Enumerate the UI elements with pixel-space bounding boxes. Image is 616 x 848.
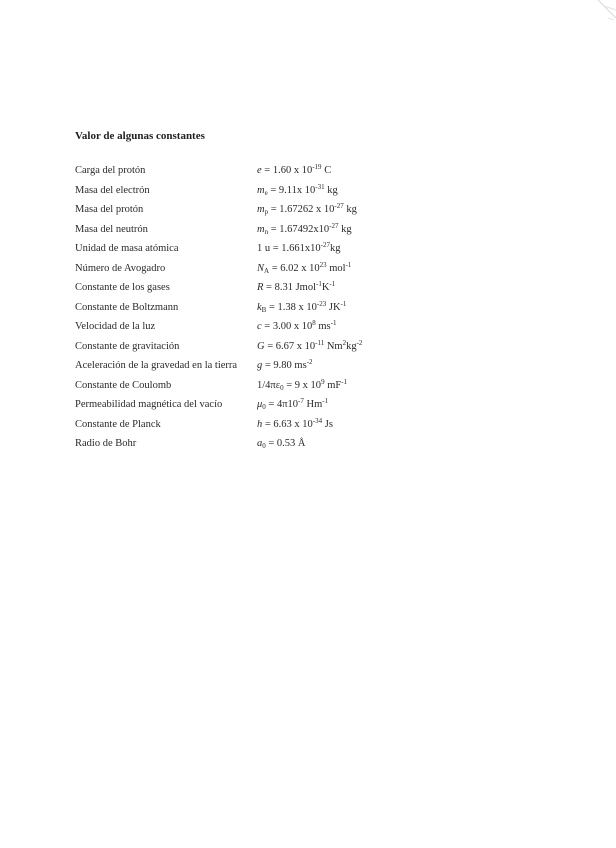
value-exponent: -19 (312, 163, 322, 171)
value-mantissa: = 0.53 Å (265, 438, 306, 449)
unit-2-exponent: -2 (356, 338, 363, 347)
constant-value (257, 360, 313, 372)
constant-name: Constante de Planck (75, 418, 161, 430)
value-unit: kg (330, 243, 341, 254)
value-unit: kg (343, 204, 357, 215)
value-unit: mol (326, 262, 346, 274)
constant-value (257, 438, 306, 450)
constant-name: Aceleración de la gravedad en la tierra (75, 360, 238, 371)
constant-symbol: k (257, 301, 262, 313)
symbol-subscript: e (264, 188, 268, 197)
constant-value (257, 399, 328, 411)
value-mantissa: = 3.00 x 10 (261, 321, 313, 332)
constant-symbol: G (257, 340, 265, 352)
constant-row (75, 399, 475, 419)
value-mantissa: = 1.67492x10 (268, 223, 330, 235)
value-mantissa: = 6.63 x 10 (262, 418, 313, 430)
constant-row (75, 282, 475, 302)
unit-exponent: -1 (341, 377, 348, 386)
value-unit: Nm (324, 340, 343, 352)
constant-symbol: m (257, 223, 265, 235)
constant-value (257, 182, 338, 197)
value-mantissa: = 1.67262 x 10 (268, 204, 335, 215)
value-unit: K (321, 282, 330, 293)
value-exponent: 23 (319, 260, 327, 269)
value-exponent: -27 (329, 221, 339, 230)
value-mantissa: = 9.80 ms (262, 360, 307, 371)
symbol-subscript: p (264, 208, 269, 216)
value-exponent: -2 (306, 358, 313, 366)
constant-name: Masa del electrón (75, 184, 150, 196)
symbol-subscript: A (264, 266, 270, 275)
constant-row (75, 338, 475, 361)
value-mantissa: = 4π10 (265, 399, 299, 410)
value-mantissa: = 6.67 x 10 (264, 340, 316, 352)
value-unit: kg (338, 223, 352, 235)
value-exponent: -27 (320, 241, 331, 249)
constant-value (257, 165, 331, 177)
constants-table (75, 165, 475, 458)
constant-row (75, 299, 475, 322)
value-exponent: -27 (334, 202, 344, 210)
constant-name: Radio de Bohr (75, 438, 137, 449)
value-mantissa: = 1.661x10 (270, 243, 321, 254)
unit-exponent: -1 (330, 319, 337, 327)
constant-value (257, 299, 347, 314)
symbol-subscript: 0 (262, 442, 266, 450)
constant-symbol: N (257, 262, 265, 274)
value-exponent: 9 (321, 377, 325, 386)
value-unit: Hm (303, 399, 323, 410)
constant-symbol: g (257, 360, 263, 371)
value-exponent: -7 (298, 397, 304, 405)
constant-row (75, 204, 475, 224)
constant-row (75, 243, 475, 263)
constant-value (257, 377, 348, 392)
value-exponent: -34 (312, 416, 323, 425)
value-exponent: -1 (316, 280, 322, 288)
constant-symbol: m (257, 184, 265, 196)
constant-name: Constante de Coulomb (75, 379, 172, 391)
constant-symbol: m (257, 204, 265, 215)
constant-name: Carga del protón (75, 165, 146, 176)
constant-row (75, 377, 475, 400)
constant-row (75, 182, 475, 205)
value-mantissa: = 6.02 x 10 (269, 262, 320, 274)
constant-symbol: R (257, 282, 264, 293)
constant-name: Masa del neutrón (75, 223, 148, 235)
value-unit: JK (326, 301, 341, 313)
unit-exponent: -1 (340, 299, 347, 308)
constant-value (257, 321, 336, 333)
constant-value (257, 416, 333, 431)
constant-symbol: c (257, 321, 262, 332)
symbol-subscript: B (261, 305, 267, 314)
constant-row (75, 260, 475, 283)
constant-row (75, 321, 475, 341)
value-mantissa: = 1.60 x 10 (261, 165, 313, 176)
value-unit: mF (324, 379, 342, 391)
page-corner-mark (592, 0, 616, 28)
unit-exponent: -1 (329, 280, 336, 288)
constant-value (257, 338, 363, 353)
value-mantissa: = 9.11x 10 (267, 184, 316, 196)
constant-value (257, 282, 335, 294)
unit-exponent: -1 (345, 260, 352, 269)
symbol-subscript: 0 (262, 403, 266, 411)
value-exponent: -11 (315, 338, 325, 347)
value-unit: Js (322, 418, 333, 430)
constant-name: Constante de gravitación (75, 340, 180, 352)
value-mantissa: = 9 x 10 (283, 379, 322, 391)
constant-symbol: a (257, 438, 263, 449)
constant-row (75, 438, 475, 458)
value-exponent: -31 (315, 182, 325, 191)
unit-exponent: 2 (342, 338, 347, 347)
constant-name: Número de Avogadro (75, 262, 166, 274)
constant-name: Constante de los gases (75, 282, 170, 293)
constant-name: Constante de Boltzmann (75, 301, 179, 313)
value-unit: ms (315, 321, 331, 332)
constant-name: Permeabilidad magnética del vacío (75, 399, 223, 410)
value-unit-2: kg (346, 340, 357, 352)
constant-symbol: e (257, 165, 262, 176)
value-mantissa: = 8.31 Jmol (263, 282, 317, 293)
value-mantissa: = 1.38 x 10 (266, 301, 317, 313)
unit-exponent: -1 (322, 397, 329, 405)
constant-name: Velocidad de la luz (75, 321, 156, 332)
value-exponent: 8 (312, 319, 316, 327)
page-title: Valor de algunas constantes (75, 130, 205, 142)
constant-value (257, 243, 341, 255)
constant-row (75, 416, 475, 439)
constant-symbol: 1 u (257, 243, 271, 254)
constant-symbol: h (257, 418, 263, 430)
constant-value (257, 221, 352, 236)
constant-symbol: 1/4πε (257, 379, 281, 391)
value-exponent: -23 (316, 299, 327, 308)
value-unit: kg (324, 184, 338, 196)
constant-row (75, 221, 475, 244)
constant-row (75, 165, 475, 185)
constant-name: Masa del protón (75, 204, 144, 215)
constant-name: Unidad de masa atómica (75, 243, 179, 254)
constant-value (257, 204, 357, 216)
value-unit: C (321, 165, 332, 176)
symbol-subscript: n (264, 227, 269, 236)
constant-row (75, 360, 475, 380)
constant-value (257, 260, 352, 275)
symbol-subscript: 0 (280, 383, 284, 392)
constant-symbol: μ (257, 399, 263, 410)
